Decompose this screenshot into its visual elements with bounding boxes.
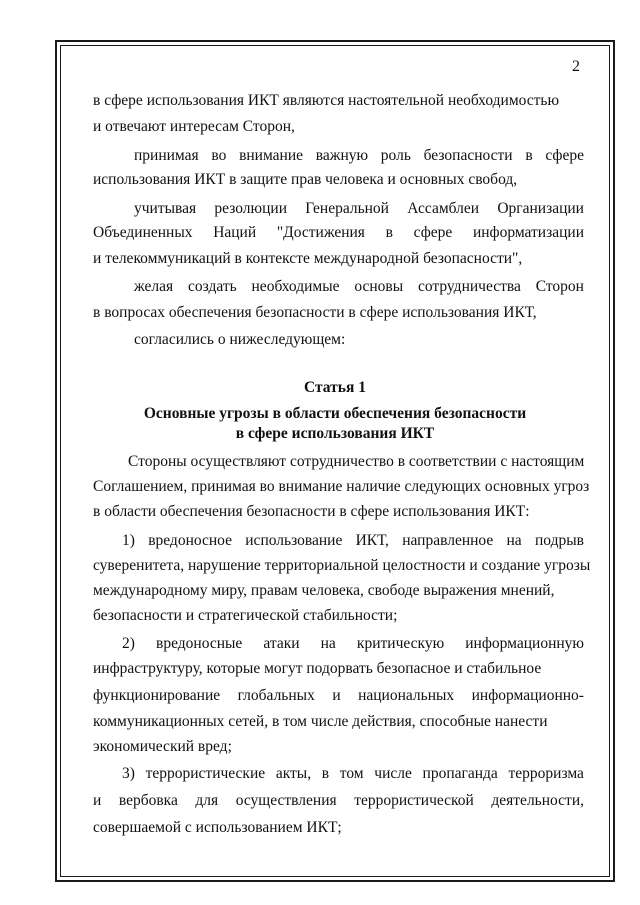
word: в xyxy=(321,765,330,782)
article-lead-line-3: в области обеспечения безопасности в сфере использования ИКТ: xyxy=(93,503,530,520)
word: вредоносные xyxy=(156,635,243,652)
article-lead-line-2: Соглашением, принимая во внимание наличие следующих основных угроз xyxy=(93,478,590,495)
word: Ассамблеи xyxy=(407,200,480,217)
item1-line-1 xyxy=(122,531,584,551)
word: терроризма xyxy=(508,765,584,782)
word: информационно- xyxy=(471,687,584,704)
word: том xyxy=(339,765,364,782)
intro-para2-line-1 xyxy=(134,146,584,166)
word: использование xyxy=(245,532,343,549)
word: принимая xyxy=(134,147,199,164)
word: национальных xyxy=(358,687,455,704)
word: основы xyxy=(354,278,404,295)
word: внимание xyxy=(239,147,304,164)
word: 1) xyxy=(122,532,135,549)
word: деятельности, xyxy=(491,792,584,809)
word: Генеральной xyxy=(305,200,389,217)
word: сфере xyxy=(413,224,453,241)
item2-line-4: коммуникационных сетей, в том числе действия, способные нанести xyxy=(93,713,548,730)
word: в xyxy=(525,147,533,164)
word: во xyxy=(211,147,227,164)
word: вербовка xyxy=(118,792,178,809)
word: Организации xyxy=(497,200,584,217)
word: подрыв xyxy=(534,532,584,549)
word: информатизации xyxy=(472,224,584,241)
word: Наций xyxy=(213,224,257,241)
word: "Достижения xyxy=(276,224,365,241)
word: 2) xyxy=(122,635,135,652)
item1-line-3: международному миру, правам человека, свободе выражения мнений, xyxy=(93,582,555,599)
intro-para3-line-1 xyxy=(134,199,584,219)
word: ИКТ, xyxy=(355,532,389,549)
item2-line-3 xyxy=(93,686,584,706)
word: атаки xyxy=(263,635,300,652)
item2-line-5: экономический вред; xyxy=(93,738,232,755)
word: необходимые xyxy=(251,278,340,295)
item2-line-2: инфраструктуру, которые могут подорвать безопасное и стабильное xyxy=(93,660,542,677)
word: сотрудничества xyxy=(417,278,521,295)
word: и xyxy=(332,687,341,704)
intro-line-1: в сфере использования ИКТ являются настоятельной необходимостью xyxy=(93,92,560,109)
word: сфере xyxy=(545,147,584,164)
word: учитывая xyxy=(134,200,197,217)
word: пропаганда xyxy=(422,765,498,782)
intro-para3-line-3: и телекоммуникаций в контексте международной безопасности", xyxy=(93,250,523,267)
word: Сторон xyxy=(535,278,584,295)
word: и xyxy=(93,792,102,809)
article-title-line-2: в сфере использования ИКТ xyxy=(235,425,435,442)
word: создать xyxy=(187,278,237,295)
item3-line-2 xyxy=(93,791,584,811)
intro-para3-line-2 xyxy=(93,223,584,243)
intro-para5: согласились о нижеследующем: xyxy=(134,331,346,348)
word: для xyxy=(195,792,219,809)
word: роль xyxy=(380,147,411,164)
intro-para2-line-2: использования ИКТ в защите прав человека и основных свобод, xyxy=(93,171,518,188)
word: акты, xyxy=(275,765,312,782)
word: на xyxy=(320,635,336,652)
word: направленное xyxy=(402,532,494,549)
word: критическую xyxy=(356,635,445,652)
word: функционирование xyxy=(93,687,221,704)
word: в xyxy=(385,224,393,241)
word: безопасности xyxy=(423,147,513,164)
word: глобальных xyxy=(237,687,315,704)
item1-line-2: суверенитета, нарушение территориальной целостности и создание угрозы xyxy=(93,557,591,574)
word: 3) xyxy=(122,765,135,782)
word: террористические xyxy=(145,765,266,782)
word: информационную xyxy=(465,635,584,652)
article-heading: Статья 1 xyxy=(304,379,366,396)
page-number: 2 xyxy=(572,58,580,75)
word: резолюции xyxy=(214,200,287,217)
intro-para4-line-2: в вопросах обеспечения безопасности в сфере использования ИКТ, xyxy=(93,304,537,321)
word: числе xyxy=(374,765,412,782)
word: террористической xyxy=(354,792,474,809)
word: на xyxy=(506,532,522,549)
article-lead-line-1: Стороны осуществляют сотрудничество в соответствии с настоящим xyxy=(128,453,585,470)
word: осуществления xyxy=(235,792,337,809)
item3-line-1 xyxy=(122,764,584,784)
word: желая xyxy=(134,278,174,295)
word: Объединенных xyxy=(93,224,193,241)
article-title-line-1: Основные угрозы в области обеспечения безопасности xyxy=(143,405,527,422)
intro-para4-line-1 xyxy=(134,277,584,297)
item1-line-4: безопасности и стратегической стабильности; xyxy=(93,607,398,624)
item3-line-3: совершаемой с использованием ИКТ; xyxy=(93,819,342,836)
word: вредоносное xyxy=(148,532,232,549)
intro-line-2: и отвечают интересам Сторон, xyxy=(93,118,295,135)
item2-line-1 xyxy=(122,634,584,654)
word: важную xyxy=(315,147,369,164)
